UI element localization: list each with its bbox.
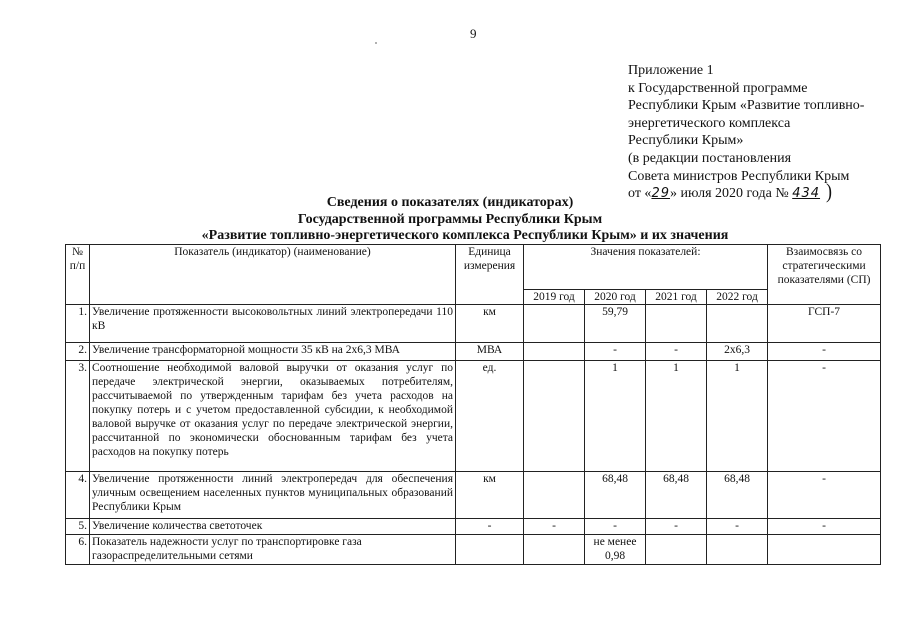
row-unit: км [456,305,524,343]
row-indicator: Показатель надежности услуг по транспортировке газа газораспределительными сетями [90,535,456,565]
row-relation: - [768,519,881,535]
row-2022: 1 [707,361,768,472]
row-2020: - [585,519,646,535]
row-2020: не менее 0,98 [585,535,646,565]
row-num: 3. [66,361,90,472]
date-middle: » июля 2020 года № [669,186,789,202]
table-row [66,343,881,361]
row-indicator: Увеличение трансформаторной мощности 35 кВ на 2х6,3 МВА [90,343,456,361]
row-num: 6. [66,535,90,565]
row-2020: - [585,343,646,361]
appendix-line: Республики Крым» [628,133,744,149]
row-num: 4. [66,472,90,519]
row-2022 [707,305,768,343]
table-row [66,472,881,519]
row-2022: - [707,519,768,535]
row-2020: 68,48 [585,472,646,519]
row-unit: ед. [456,361,524,472]
appendix-line: к Государственной программе [628,80,808,96]
table-header-row [66,245,881,290]
handwritten-bracket: ) [826,178,832,203]
row-2021 [646,305,707,343]
row-indicator: Увеличение количества светоточек [90,519,456,535]
row-2019: - [524,519,585,535]
appendix-line: (в редакции постановления [628,150,792,166]
row-2019 [524,343,585,361]
header-year: 2022 год [707,290,768,305]
row-relation: ГСП-7 [768,305,881,343]
row-indicator: Увеличение протяженности высоковольтных линий электропередачи 110 кВ [90,305,456,343]
row-num: 2. [66,343,90,361]
row-relation [768,535,881,565]
row-indicator: Соотношение необходимой валовой выручки от оказания услуг по передаче электрической энергии, оказываемых потребителям, рассчитываемой по утвержденным тарифам без учета расходов на покупку потерь и с учетом предоставленной субсидии, к необходимой валовой выручке от оказания услуг по передаче электрической энергии, рассчитанной по экономически обоснованным тарифам без учета расходов на покупку потерь [90,361,456,472]
handwritten-day: 29 [651,186,670,202]
row-2021 [646,535,707,565]
title-line-1: Сведения о показателях (индикаторах) [326,195,574,210]
page-number: 9 [470,26,477,41]
header-year: 2020 год [585,290,646,305]
indicators-table [65,244,881,565]
row-2019 [524,535,585,565]
table-row [66,519,881,535]
row-2022: 68,48 [707,472,768,519]
handwritten-number: 434 [792,186,821,202]
header-values: Значения показателей: [524,245,768,290]
table-row [66,535,881,565]
row-unit: - [456,519,524,535]
row-2021: 1 [646,361,707,472]
header-unit: Единица измерения [456,245,524,305]
header-year: 2021 год [646,290,707,305]
row-2021: - [646,519,707,535]
row-relation: - [768,472,881,519]
row-2019 [524,305,585,343]
row-2020: 59,79 [585,305,646,343]
row-unit [456,535,524,565]
appendix-line: Приложение 1 [628,63,714,78]
table-row [66,361,881,472]
row-2022: 2х6,3 [707,343,768,361]
header-year: 2019 год [524,290,585,305]
row-indicator: Увеличение протяженности линий электропередач для обеспечения уличным освещением населенных пунктов муниципальных образований Республики Крым [90,472,456,519]
document-title [0,195,900,245]
row-num: 1. [66,305,90,343]
row-num: 5. [66,519,90,535]
row-relation: - [768,343,881,361]
appendix-line: Республики Крым «Развитие топливно- [628,98,865,114]
row-unit: км [456,472,524,519]
row-2021: - [646,343,707,361]
row-relation: - [768,361,881,472]
appendix-line: Совета министров Республики Крым [628,168,850,184]
header-num: № п/п [66,245,90,305]
scan-speck [375,42,377,44]
row-2022 [707,535,768,565]
row-2019 [524,472,585,519]
title-line-3: «Развитие топливно-энергетического комплекса Республики Крым» и их значения [201,228,729,243]
table-row [66,305,881,343]
row-2021: 68,48 [646,472,707,519]
header-indicator: Показатель (индикатор) (наименование) [90,245,456,305]
appendix-line: энергетического комплекса [628,115,791,131]
date-prefix: от « [628,186,652,202]
row-2019 [524,361,585,472]
header-relation: Взаимосвязь со стратегическими показателями (СП) [768,245,881,305]
row-2020: 1 [585,361,646,472]
row-unit: МВА [456,343,524,361]
title-line-2: Государственной программы Республики Крым [297,211,603,227]
